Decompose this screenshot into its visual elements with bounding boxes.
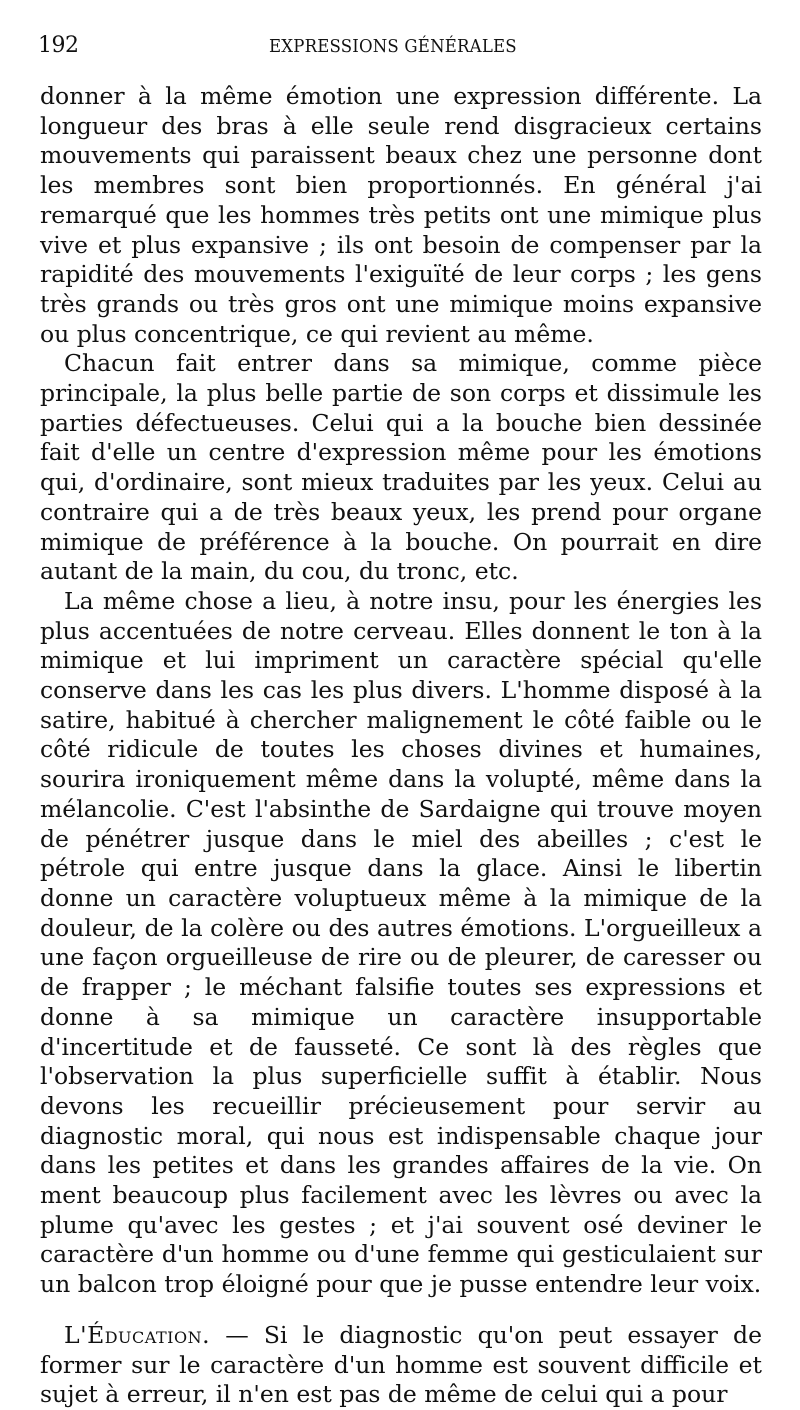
section-paragraph [40,1321,762,1410]
running-title: EXPRESSIONS GÉNÉRALES [269,36,517,57]
page-number: 192 [38,33,79,58]
paragraph: donner à la même émotion une expression différente. La longueur des bras à elle seule rend disgracieux certains mouvements qui paraissent beaux chez une personne dont les membres sont bien proportionnés. En général j'ai remarqué que les hommes très petits ont une mimique plus vive et plus expansive ; ils ont besoin de compenser par la rapidité des mouvements l'exiguïté de leur corps ; les gens très grands ou très gros ont une mimique moins expansive ou plus concentrique, ce qui revient au même. [40,82,762,348]
section-title: L'Éducation. [64,1320,211,1349]
section-spacer [40,1300,762,1321]
paragraph: Chacun fait entrer dans sa mimique, comme pièce principale, la plus belle partie de son corps et dissimule les parties défectueuses. Celui qui a la bouche bien dessinée fait d'elle un centre d'expression même pour les émotions qui, d'ordinaire, sont mieux traduites par les yeux. Celui au contraire qui a de très beaux yeux, les prend pour organe mimique de préférence à la bouche. On pourrait en dire autant de la main, du cou, du tronc, etc. [40,349,762,586]
em-dash: — [210,1320,264,1349]
body-text [40,82,762,1410]
paragraph: La même chose a lieu, à notre insu, pour les énergies les plus accentuées de notre cerveau. Elles donnent le ton à la mimique et lui impriment un caractère spécial qu'elle conserve dans les cas les plus divers. L'homme disposé à la satire, habitué à chercher malignement le côté faible ou le côté ridicule de toutes les choses divines et humaines, sourira ironiquement même dans la volupté, même dans la mélancolie. C'est l'absinthe de Sardaigne qui trouve moyen de pénétrer jusque dans le miel des abeilles ; c'est le pétrole qui entre jusque dans la glace. Ainsi le libertin donne un caractère voluptueux même à la mimique de la douleur, de la colère ou des autres émotions. L'orgueilleux a une façon orgueilleuse de rire ou de pleurer, de caresser ou de frapper ; le méchant falsifie toutes ses expressions et donne à sa mimique un caractère insupportable d'incertitude et de fausseté. Ce sont là des règles que l'observation la plus superficielle suffit à établir. Nous devons les recueillir précieusement pour servir au diagnostic moral, qui nous est indispensable chaque jour dans les petites et dans les grandes affaires de la vie. On ment beaucoup plus facilement avec les lèvres ou avec la plume qu'avec les gestes ; et j'ai souvent osé deviner le caractère d'un homme ou d'une femme qui gesticulaient sur un balcon trop éloigné pour que je pusse entendre leur voix. [40,586,762,1299]
page-header [38,33,760,63]
section-text: Si le diagnostic qu'on peut essayer de former sur le caractère d'un homme est souvent difficile et sujet à erreur, il n'en est pas de même de celui qui a pour [40,1320,762,1409]
